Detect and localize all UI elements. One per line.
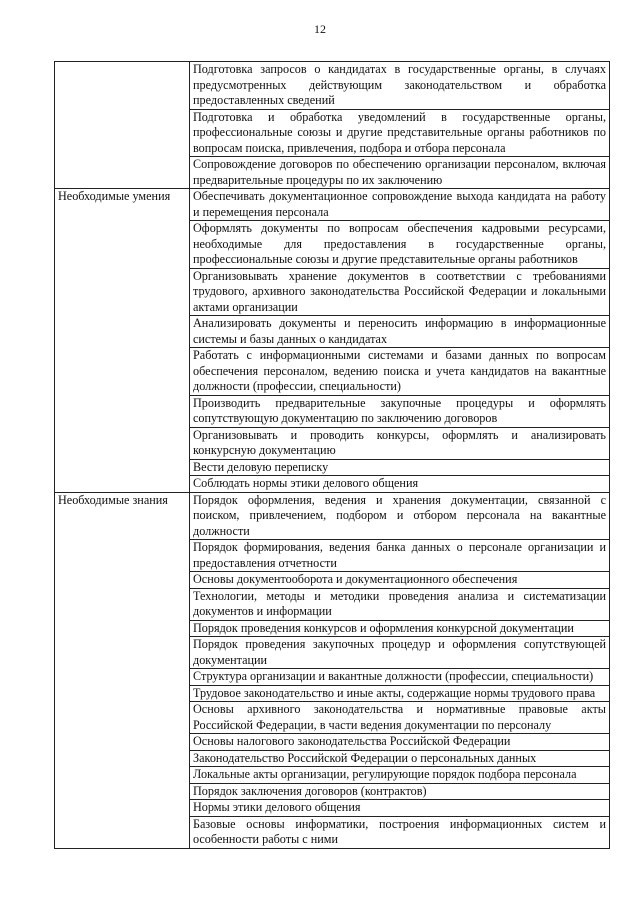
item-text: Порядок формирования, ведения банка данных о персонале организации и предоставления отчетности xyxy=(190,540,610,572)
item-text: Порядок оформления, ведения и хранения документации, связанной с поиском, привлечением, подбором и отбором персонала на вакантные должности xyxy=(190,492,610,540)
competency-table xyxy=(54,61,610,849)
item-text: Основы документооборота и документационного обеспечения xyxy=(190,572,610,589)
item-text: Базовые основы информатики, построения информационных систем и особенности работы с ними xyxy=(190,816,610,848)
item-text: Работать с информационными системами и базами данных по вопросам обеспечения персоналом, ведению поиска и учета кандидатов на вакантные должности (профессии, специальности) xyxy=(190,348,610,396)
item-text: Вести деловую переписку xyxy=(190,459,610,476)
item-text: Нормы этики делового общения xyxy=(190,800,610,817)
section-label xyxy=(55,62,190,189)
item-text: Порядок проведения конкурсов и оформления конкурсной документации xyxy=(190,620,610,637)
item-text: Оформлять документы по вопросам обеспечения кадровыми ресурсами, необходимые для предоставления в государственные органы, профессиональные союзы и другие представительные органы работников xyxy=(190,221,610,269)
table-row xyxy=(55,492,610,540)
item-text: Законодательство Российской Федерации о персональных данных xyxy=(190,750,610,767)
section-label: Необходимые умения xyxy=(55,189,190,493)
section-label: Необходимые знания xyxy=(55,492,190,848)
item-text: Подготовка и обработка уведомлений в государственные органы, профессиональные союзы и другие представительные органы работников по вопросам поиска, привлечения, подбора и отбора персонала xyxy=(190,109,610,157)
item-text: Технологии, методы и методики проведения анализа и систематизации документов и информации xyxy=(190,588,610,620)
item-text: Обеспечивать документационное сопровождение выхода кандидата на работу и перемещения персонала xyxy=(190,189,610,221)
item-text: Соблюдать нормы этики делового общения xyxy=(190,476,610,493)
item-text: Локальные акты организации, регулирующие порядок подбора персонала xyxy=(190,767,610,784)
item-text: Основы налогового законодательства Российской Федерации xyxy=(190,734,610,751)
item-text: Порядок заключения договоров (контрактов) xyxy=(190,783,610,800)
item-text: Сопровождение договоров по обеспечению организации персоналом, включая предварительные процедуры по их заключению xyxy=(190,157,610,189)
item-text: Организовывать и проводить конкурсы, оформлять и анализировать конкурсную документацию xyxy=(190,427,610,459)
item-text: Порядок проведения закупочных процедур и оформления сопутствующей документации xyxy=(190,637,610,669)
item-text: Основы архивного законодательства и нормативные правовые акты Российской Федерации, в части ведения документации по персоналу xyxy=(190,702,610,734)
item-text: Трудовое законодательство и иные акты, содержащие нормы трудового права xyxy=(190,685,610,702)
item-text: Производить предварительные закупочные процедуры и оформлять сопутствующую документацию по заключению договоров xyxy=(190,395,610,427)
item-text: Подготовка запросов о кандидатах в государственные органы, в случаях предусмотренных действующим законодательством и обработка предоставленных сведений xyxy=(190,62,610,110)
item-text: Анализировать документы и переносить информацию в информационные системы и базы данных о кандидатах xyxy=(190,316,610,348)
item-text: Структура организации и вакантные должности (профессии, специальности) xyxy=(190,669,610,686)
table-row xyxy=(55,62,610,110)
item-text: Организовывать хранение документов в соответствии с требованиями трудового, архивного законодательства Российской Федерации и локальными актами организации xyxy=(190,268,610,316)
table-body xyxy=(55,62,610,849)
page-number: 12 xyxy=(314,22,326,36)
table-row xyxy=(55,189,610,221)
